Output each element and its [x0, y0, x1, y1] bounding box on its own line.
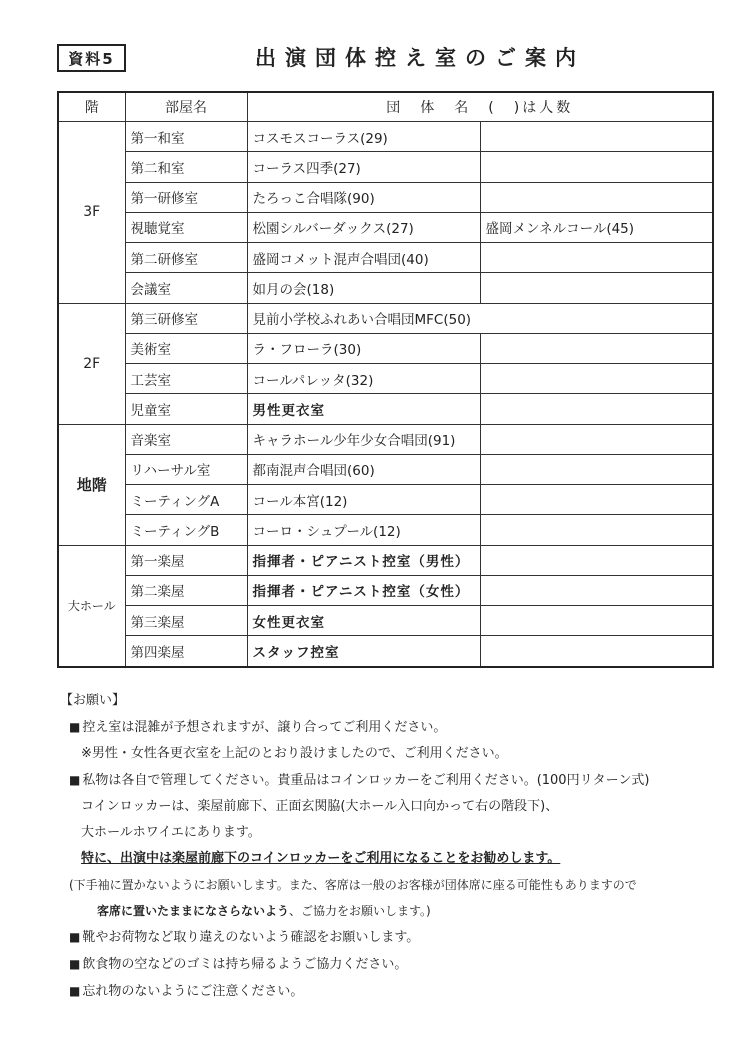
group-cell-2	[480, 515, 713, 545]
table-row	[58, 333, 713, 363]
group-cell: スタッフ控室	[247, 636, 480, 667]
group-cell: 女性更衣室	[247, 606, 480, 636]
table-row	[58, 394, 713, 424]
note-item	[57, 924, 717, 951]
room-cell: 第三楽屋	[125, 606, 247, 636]
room-table	[57, 91, 714, 668]
note-emphasis: 客席に置いたままになさらないよう	[97, 904, 290, 918]
document-label: 資料5	[57, 44, 126, 72]
group-cell: 都南混声合唱団(60)	[247, 454, 480, 484]
note-text: ※男性・女性各更衣室を上記のとおり設けましたので、ご利用ください。	[81, 746, 508, 761]
note-text: 飲食物の空などのゴミは持ち帰るようご協力ください。	[82, 957, 408, 972]
group-cell: コスモスコーラス(29)	[247, 122, 480, 152]
group-cell: コーロ・シュプール(12)	[247, 515, 480, 545]
group-cell-2	[480, 273, 713, 303]
note-item	[57, 978, 717, 1005]
group-cell-2	[480, 122, 713, 152]
header-floor: 階	[58, 92, 125, 122]
room-cell: 第四楽屋	[125, 636, 247, 667]
group-cell: ラ・フローラ(30)	[247, 333, 480, 363]
group-cell-2	[480, 424, 713, 454]
table-row	[58, 636, 713, 667]
note-item	[57, 846, 717, 872]
header-groups: 団 体 名 ( )は人数	[247, 92, 713, 122]
room-cell: ミーティングB	[125, 515, 247, 545]
note-text: 大ホールホワイエにあります。	[81, 825, 261, 840]
note-item	[57, 741, 717, 767]
page-title: 出演団体控え室のご案内	[255, 46, 585, 70]
group-cell-2	[480, 152, 713, 182]
group-cell-2	[480, 545, 713, 575]
group-cell-2	[480, 333, 713, 363]
room-cell: 第三研修室	[125, 303, 247, 333]
note-text: 忘れ物のないようにご注意ください。	[82, 984, 304, 999]
notes-section	[57, 688, 717, 1005]
room-cell: 第一和室	[125, 122, 247, 152]
square-bullet-icon: ■	[69, 773, 81, 787]
square-bullet-icon: ■	[69, 720, 81, 734]
group-cell-2	[480, 364, 713, 394]
square-bullet-icon: ■	[69, 930, 81, 944]
table-row	[58, 152, 713, 182]
room-cell: ミーティングA	[125, 485, 247, 515]
note-text: コインロッカーは、楽屋前廊下、正面玄関脇(大ホール入口向かって右の階段下)、	[81, 799, 559, 814]
note-item	[57, 794, 717, 820]
square-bullet-icon: ■	[69, 957, 81, 971]
table-row	[58, 575, 713, 605]
room-cell: 会議室	[125, 273, 247, 303]
group-cell: たろっこ合唱隊(90)	[247, 182, 480, 212]
note-text: 私物は各自で管理してください。貴重品はコインロッカーをご利用ください。(100円リターン式)	[82, 773, 650, 788]
table-row	[58, 606, 713, 636]
group-cell: 男性更衣室	[247, 394, 480, 424]
table-row	[58, 182, 713, 212]
note-item	[57, 714, 717, 741]
table-row	[58, 122, 713, 152]
group-cell-2	[480, 454, 713, 484]
group-cell: キャラホール少年少女合唱団(91)	[247, 424, 480, 454]
note-item	[57, 767, 717, 794]
group-cell-2	[480, 243, 713, 273]
group-cell-2	[480, 575, 713, 605]
note-text: 靴やお荷物など取り違えのないよう確認をお願いします。	[82, 930, 420, 945]
table-row	[58, 364, 713, 394]
group-cell: 指揮者・ピアニスト控室（男性）	[247, 545, 480, 575]
note-text: (下手袖に置かないようにお願いします。また、客席は一般のお客様が団体席に座る可能性もありますので	[69, 878, 637, 892]
floor-cell: 3F	[58, 122, 125, 304]
group-cell: 指揮者・ピアニスト控室（女性）	[247, 575, 480, 605]
group-cell-2	[480, 606, 713, 636]
notes-heading: 【お願い】	[60, 693, 126, 708]
table-row	[58, 212, 713, 242]
room-cell: 視聴覚室	[125, 212, 247, 242]
floor-cell: 大ホール	[58, 545, 125, 667]
table-row	[58, 485, 713, 515]
room-cell: 第二楽屋	[125, 575, 247, 605]
table-row	[58, 273, 713, 303]
room-cell: 第二研修室	[125, 243, 247, 273]
room-cell: 第一楽屋	[125, 545, 247, 575]
table-row	[58, 545, 713, 575]
table-row	[58, 424, 713, 454]
group-cell: コール本宮(12)	[247, 485, 480, 515]
header-room: 部屋名	[125, 92, 247, 122]
square-bullet-icon: ■	[69, 984, 81, 998]
group-cell: 松園シルバーダックス(27)	[247, 212, 480, 242]
room-cell: リハーサル室	[125, 454, 247, 484]
table-row	[58, 515, 713, 545]
table-row	[58, 243, 713, 273]
group-cell: 如月の会(18)	[247, 273, 480, 303]
room-cell: 工芸室	[125, 364, 247, 394]
room-cell: 音楽室	[125, 424, 247, 454]
room-cell: 美術室	[125, 333, 247, 363]
table-row	[58, 454, 713, 484]
note-item	[57, 951, 717, 978]
group-cell: コーラス四季(27)	[247, 152, 480, 182]
group-cell: 盛岡コメット混声合唱団(40)	[247, 243, 480, 273]
note-item	[57, 820, 717, 846]
room-cell: 児童室	[125, 394, 247, 424]
table-header-row	[58, 92, 713, 122]
table-row	[58, 303, 713, 333]
group-cell-2	[480, 485, 713, 515]
group-cell-2	[480, 636, 713, 667]
note-text: 、ご協力をお願いします。)	[289, 904, 431, 918]
note-text: 控え室は混雑が予想されますが、譲り合ってご利用ください。	[82, 720, 447, 735]
room-cell: 第一研修室	[125, 182, 247, 212]
room-cell: 第二和室	[125, 152, 247, 182]
group-cell: 見前小学校ふれあい合唱団MFC(50)	[247, 303, 713, 333]
group-cell-2	[480, 182, 713, 212]
note-item	[57, 872, 717, 898]
group-cell-2: 盛岡メンネルコール(45)	[480, 212, 713, 242]
note-emphasis: 特に、出演中は楽屋前廊下のコインロッカーをご利用になることをお勧めします。	[81, 851, 561, 866]
floor-cell: 地階	[58, 424, 125, 545]
group-cell-2	[480, 394, 713, 424]
floor-cell: 2F	[58, 303, 125, 424]
group-cell: コールパレッタ(32)	[247, 364, 480, 394]
note-item	[57, 898, 717, 924]
